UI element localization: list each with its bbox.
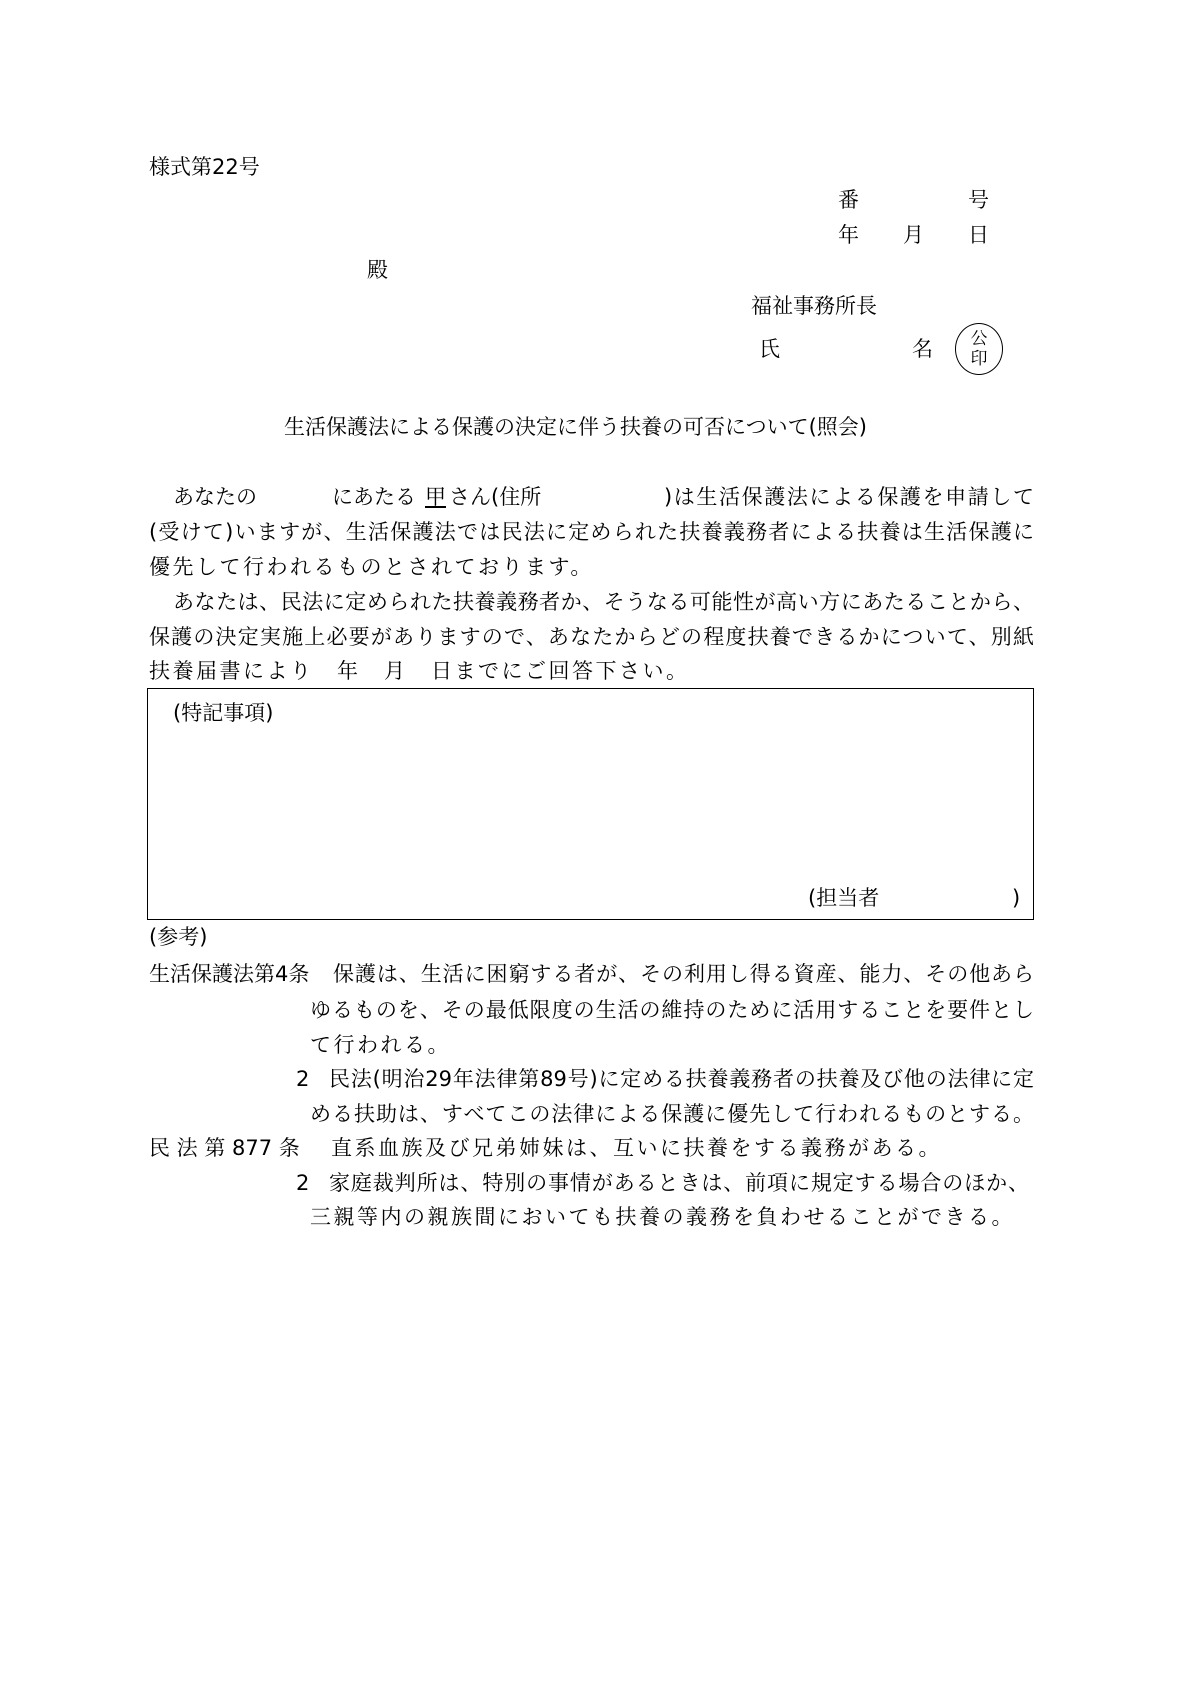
article-title: 民 法 第 877 条	[149, 1136, 300, 1160]
reference-text: める扶助は、すべてこの法律による保護に優先して行われるものとする。	[310, 1102, 1034, 1126]
reference-text: ゆるものを、その最低限度の生活の維持のために活用することを要件とし	[310, 998, 1034, 1022]
office-title: 福祉事務所長	[751, 294, 877, 318]
seal-text-top: 公	[970, 329, 988, 349]
special-notes-box	[147, 688, 1034, 920]
body-text: にあたる	[332, 485, 416, 509]
year-label: 年	[838, 223, 859, 247]
body-text: (受けて)いますが、生活保護法では民法に定められた扶養義務者による扶養は生活保護に	[149, 520, 1034, 544]
body-text: さん(住所	[449, 485, 542, 509]
paragraph-number: 2	[296, 1171, 310, 1195]
official-seal	[955, 323, 1003, 375]
document-title: 生活保護法による保護の決定に伴う扶養の可否について(照会)	[284, 415, 867, 439]
staff-label: (担当者	[808, 886, 880, 910]
body-text: あなたの	[173, 485, 257, 509]
body-text	[425, 485, 446, 509]
reference-text: 保護は、生活に困窮する者が、その利用し得る資産、能力、その他あら	[333, 962, 1034, 986]
reference-text: て行われる。	[310, 1033, 451, 1057]
number-suffix: 号	[968, 188, 989, 212]
name-label-2: 名	[912, 337, 933, 361]
reference-text: 民法(明治29年法律第89号)に定める扶養義務者の扶養及び他の法律に定	[329, 1067, 1034, 1091]
reference-label: (参考)	[149, 925, 208, 949]
body-text: )は生活保護法による保護を申請して	[664, 485, 1034, 509]
reference-text: 直系血族及び兄弟姉妹は、互いに扶養をする義務がある。	[331, 1136, 942, 1160]
day-label: 日	[968, 223, 989, 247]
special-notes-label: (特記事項)	[173, 701, 274, 725]
reference-text: 家庭裁判所は、特別の事情があるときは、前項に規定する場合のほか、	[329, 1171, 1029, 1195]
article-title: 生活保護法第4条	[149, 962, 310, 986]
addressee-suffix: 殿	[367, 258, 388, 282]
paragraph-number: 2	[296, 1067, 310, 1091]
name-label-1: 氏	[759, 337, 780, 361]
staff-close: )	[1012, 886, 1021, 910]
number-label: 番	[838, 188, 859, 212]
body-text: 保護の決定実施上必要がありますので、あなたからどの程度扶養できるかについて、別紙	[149, 625, 1034, 649]
seal-text-bottom: 印	[970, 349, 988, 369]
month-label: 月	[903, 223, 924, 247]
body-text: あなたは、民法に定められた扶養義務者か、そうなる可能性が高い方にあたることから、	[173, 590, 1034, 614]
body-text: 扶養届書により 年 月 日までにご回答下さい。	[149, 659, 690, 683]
reference-text: 三親等内の親族間においても扶養の義務を負わせることができる。	[310, 1205, 1015, 1229]
underlined-name: 甲	[425, 485, 446, 509]
body-text: 優先して行われるものとされております。	[149, 555, 594, 579]
form-number: 様式第22号	[149, 155, 260, 179]
